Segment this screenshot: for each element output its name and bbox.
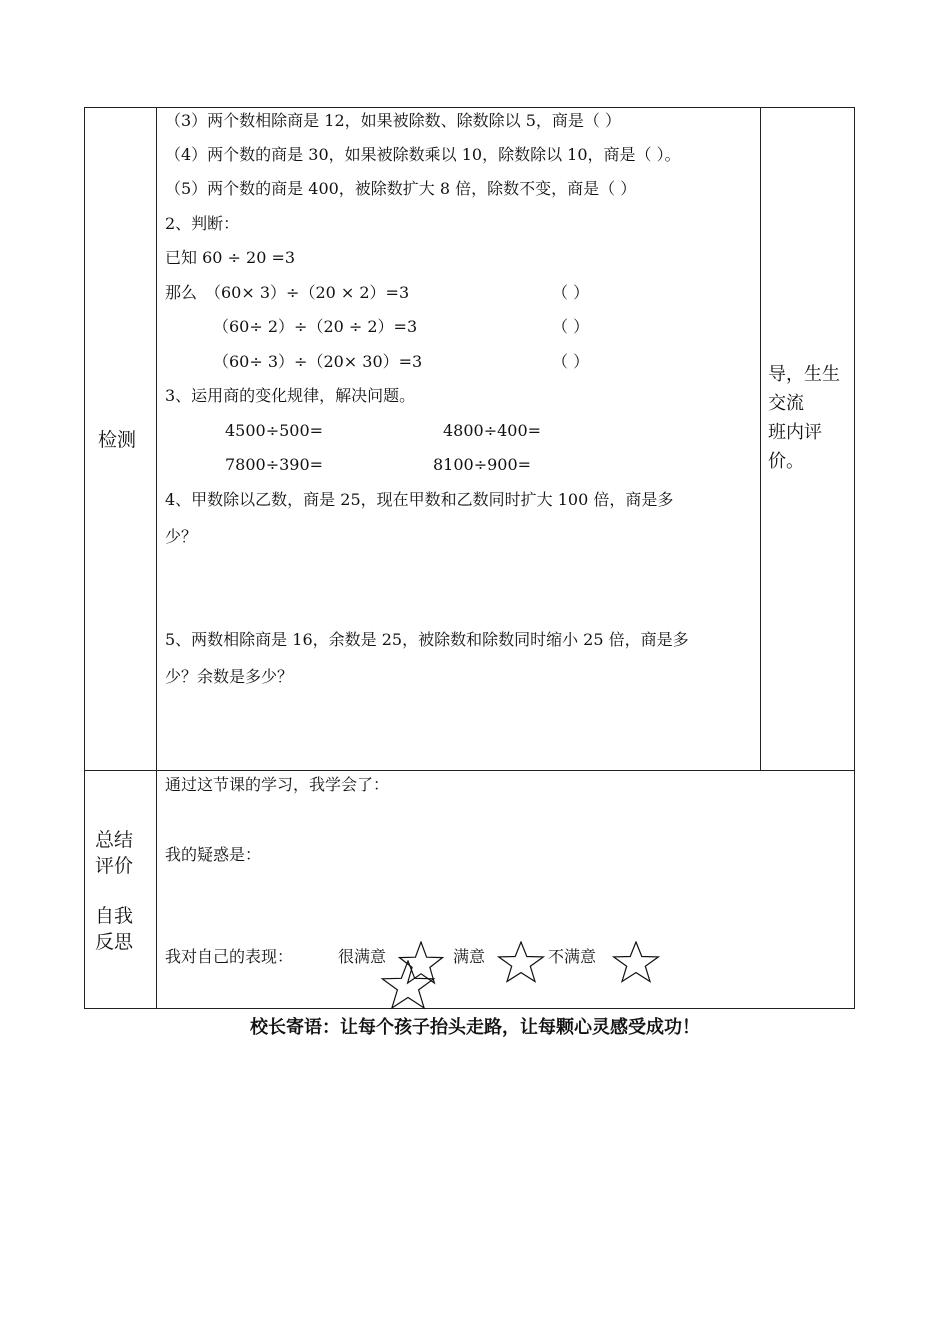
calc-2: 4800÷400= <box>443 421 542 440</box>
side-column-divider <box>760 107 761 770</box>
side-note-line-2: 交流 <box>768 393 804 414</box>
judge-answer-3: （ ） <box>552 352 590 371</box>
calc-3: 7800÷390= <box>225 455 324 474</box>
label-column-divider <box>156 107 157 1009</box>
question-4: （4）两个数的商是 30，如果被除数乘以 10，除数除以 10，商是（ ）。 <box>165 145 681 164</box>
side-note-line-1: 导，生生 <box>768 364 840 385</box>
judge-equation-1: （60× 3）÷（20 × 2）=3 <box>205 283 410 302</box>
problem-3-title: 3、运用商的变化规律，解决问题。 <box>165 386 416 405</box>
side-note-line-4: 价。 <box>768 451 804 472</box>
star-outline-icon[interactable] <box>497 941 545 983</box>
question-5: （5）两个数的商是 400，被除数扩大 8 倍，除数不变，商是（ ） <box>165 179 637 198</box>
judge-answer-2: （ ） <box>552 317 590 336</box>
rating-unsatisfied: 不满意 <box>548 947 597 966</box>
calc-1: 4500÷500= <box>225 421 324 440</box>
learned-prompt: 通过这节课的学习，我学会了： <box>165 775 390 794</box>
question-3: （3）两个数相除商是 12，如果被除数、除数除以 5，商是（ ） <box>165 111 621 130</box>
judge-equation-2: （60÷ 2）÷（20 ÷ 2）=3 <box>213 317 418 336</box>
table-left-border <box>84 107 85 1009</box>
self-eval-prompt: 我对自己的表现： <box>165 947 294 966</box>
reflection-label-line-1: 自我 <box>95 905 134 927</box>
check-section-label: 检测 <box>98 429 137 451</box>
side-note-line-3: 班内评 <box>768 422 822 443</box>
problem-5-line-1: 5、两数相除商是 16，余数是 25，被除数和除数同时缩小 25 倍，商是多 <box>165 630 689 649</box>
star-outline-icon[interactable] <box>380 960 436 1010</box>
doubt-prompt: 我的疑惑是： <box>165 845 262 864</box>
table-bottom-border <box>84 1008 855 1009</box>
summary-label-line-2: 评价 <box>95 855 134 877</box>
reflection-label-line-2: 反思 <box>95 931 134 953</box>
judge-answer-1: （ ） <box>552 283 590 302</box>
problem-5-line-2: 少？余数是多少？ <box>165 667 294 686</box>
star-outline-icon[interactable] <box>612 941 660 983</box>
calc-4: 8100÷900= <box>433 455 532 474</box>
problem-4-line-1: 4、甲数除以乙数，商是 25，现在甲数和乙数同时扩大 100 倍，商是多 <box>165 490 674 509</box>
judge-title: 2、判断： <box>165 214 240 233</box>
table-top-border <box>84 107 855 108</box>
then-label: 那么 <box>165 283 198 302</box>
rating-satisfied: 满意 <box>453 947 486 966</box>
principal-motto: 校长寄语：让每个孩子抬头走路，让每颗心灵感受成功！ <box>250 1017 700 1038</box>
given-equation: 已知 60 ÷ 20 =3 <box>165 248 296 267</box>
problem-4-line-2: 少？ <box>165 527 198 546</box>
row-divider <box>84 770 855 771</box>
table-right-border <box>854 107 855 1009</box>
judge-equation-3: （60÷ 3）÷（20× 30）=3 <box>213 352 423 371</box>
rating-very-satisfied: 很满意 <box>338 947 387 966</box>
summary-label-line-1: 总结 <box>95 829 134 851</box>
